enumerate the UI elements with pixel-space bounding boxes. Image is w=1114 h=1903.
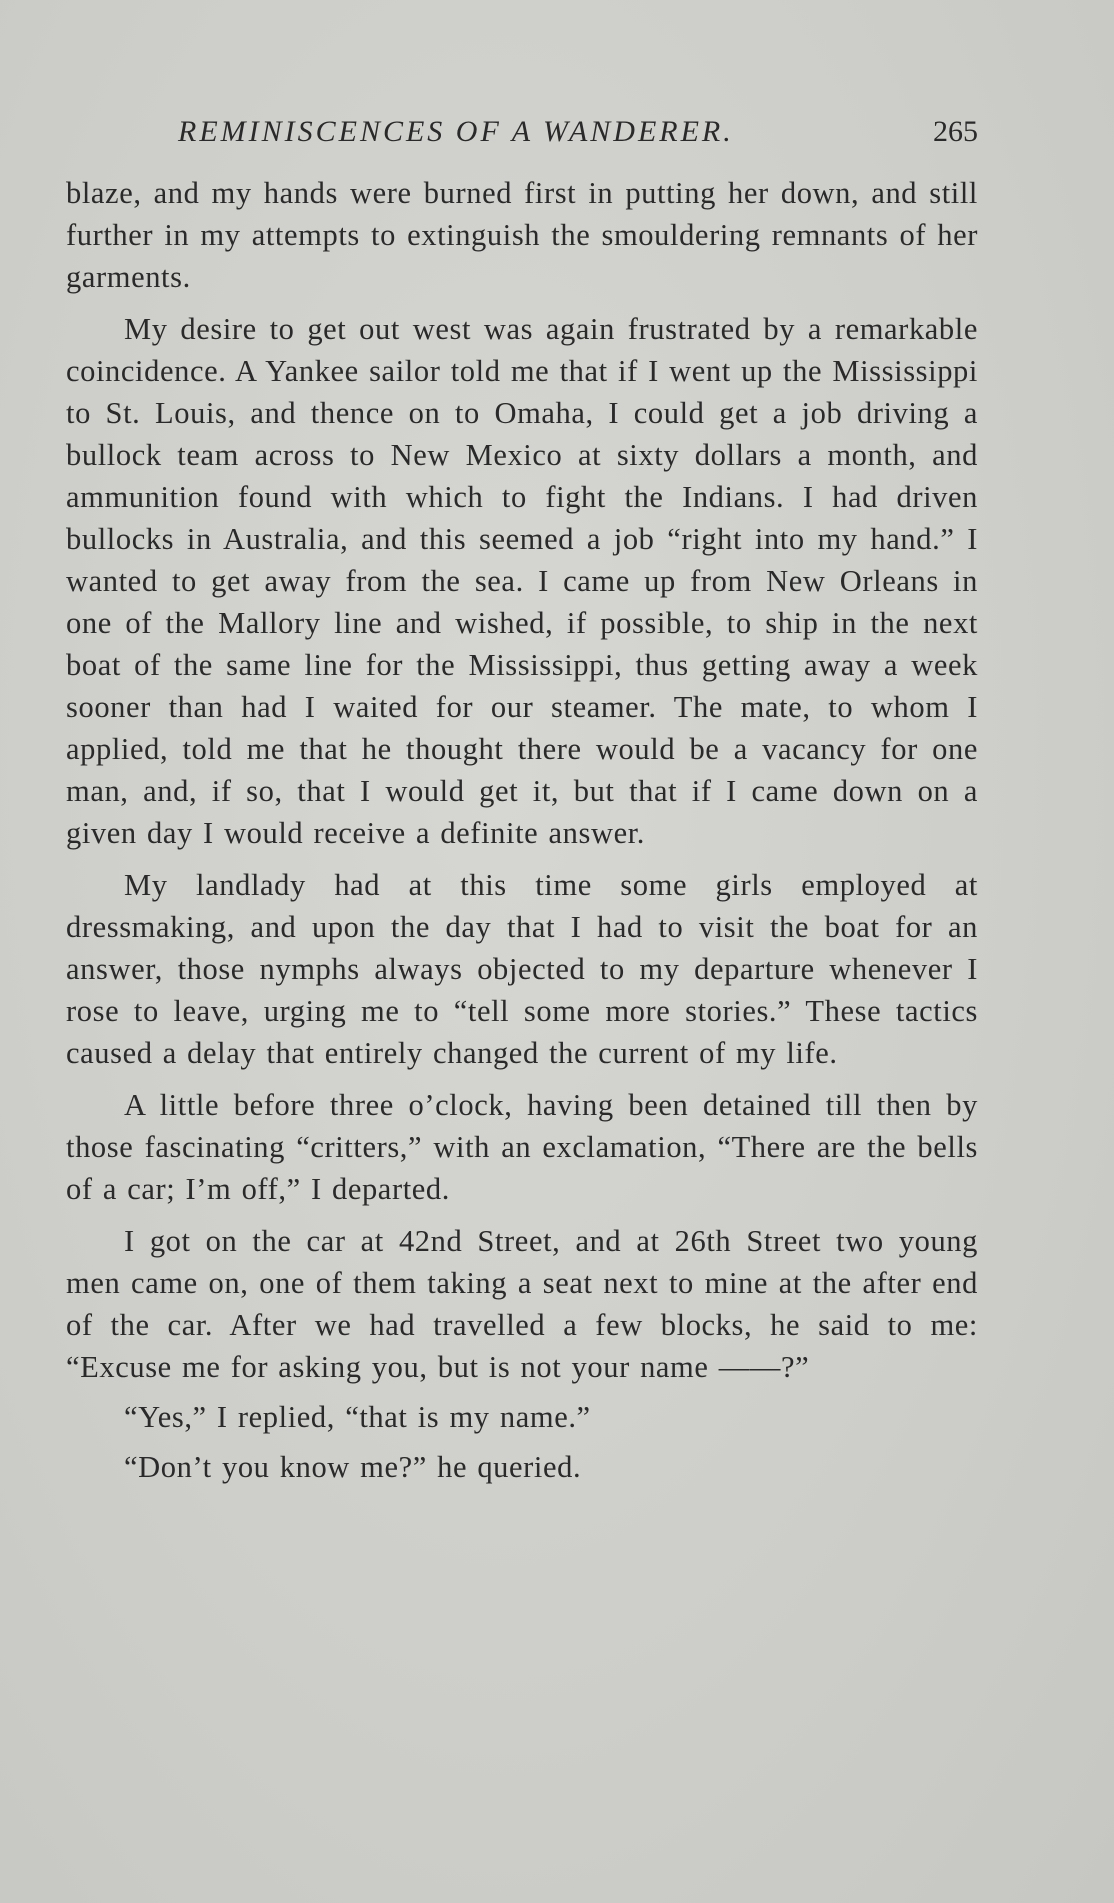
paragraph-gap bbox=[66, 1388, 978, 1396]
paragraph-gap bbox=[66, 1210, 978, 1220]
paragraph-continuation: blaze, and my hands were burned first in putting her down, and still further in my attempts to extinguish the smouldering remnants of her garments. bbox=[66, 176, 978, 294]
paragraph-gap bbox=[66, 298, 978, 308]
paragraph-departure: A little before three o’clock, having been detained till then by those fascinating “critters,” with an exclamation, “There are the bells of a car; I’m off,” I departed. bbox=[66, 1088, 978, 1206]
paragraph-gap bbox=[66, 1438, 978, 1446]
paragraph-west-desire: My desire to get out west was again frustrated by a remarkable coincidence. A Yankee sailor told me that if I went up the Mississippi to St. Louis, and thence on to Omaha, I could get a job driving a bullock team across to New Mexico at sixty dollars a month, and ammunition found with which to fight the Indians. I had driven bullocks in Australia, and this seemed a job “right into my hand.” I wanted to get away from the sea. I came up from New Orleans in one of the Mallory line and wished, if possible, to ship in the next boat of the same line for the Mississippi, thus getting away a week sooner than had I waited for our steamer. The mate, to whom I applied, told me that he thought there would be a vacancy for one man, and, if so, that I would get it, but that if I came down on a given day I would receive a definite answer. bbox=[66, 312, 978, 850]
paragraph-query: “Don’t you know me?” he queried. bbox=[124, 1450, 582, 1484]
body-text bbox=[66, 172, 978, 1488]
page-number: 265 bbox=[933, 115, 978, 148]
paragraph-landlady: My landlady had at this time some girls employed at dressmaking, and upon the day that I had to visit the boat for an answer, those nymphs always objected to my departure whenever I rose to leave, urging me to “tell some more stories.” These tactics caused a delay that entirely changed the current of my life. bbox=[66, 868, 978, 1070]
paragraph-gap bbox=[66, 1074, 978, 1084]
running-head bbox=[66, 112, 978, 152]
running-title: REMINISCENCES OF A WANDERER. bbox=[178, 115, 734, 148]
paragraph-streetcar: I got on the car at 42nd Street, and at 26th Street two young men came on, one of them taking a seat next to mine at the after end of the car. After we had travelled a few blocks, he said to me: “Excuse me for asking you, but is not your name ——?” bbox=[66, 1224, 978, 1384]
paragraph-reply: “Yes,” I replied, “that is my name.” bbox=[124, 1400, 591, 1434]
paragraph-gap bbox=[66, 854, 978, 864]
